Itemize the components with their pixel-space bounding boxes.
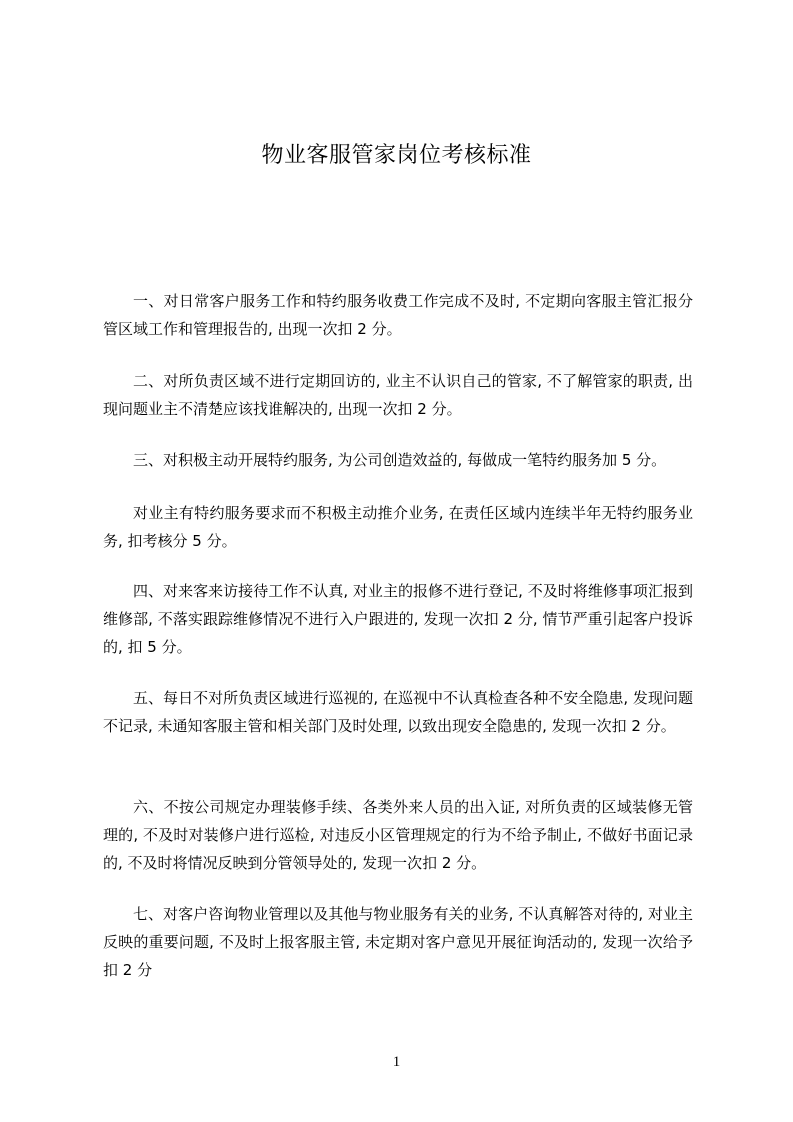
page-number: 1	[392, 1054, 401, 1070]
paragraph-8: 七、对客户咨询物业管理以及其他与物业服务有关的业务, 不认真解答对待的, 对业主反映的重要问题, 不及时上报客服主管, 未定期对客户意见开展征询活动的, 发现一次给予扣 2 分	[103, 905, 693, 979]
paragraph-5: 四、对来客来访接待工作不认真, 对业主的报修不进行登记, 不及时将维修事项汇报到维修部, 不落实跟踪维修情况不进行入户跟进的, 发现一次扣 2 分, 情节严重引起客户投诉的, 扣 5 分。	[103, 582, 693, 656]
paragraph-7: 六、不按公司规定办理装修手续、各类外来人员的出入证, 对所负责的区域装修无管理的, 不及时对装修户进行巡检, 对违反小区管理规定的行为不给予制止, 不做好书面记录的, 不及时将情况反映到分管领导处的, 发现一次扣 2 分。	[103, 798, 693, 872]
paragraph-2: 二、对所负责区域不进行定期回访的, 业主不认识自己的管家, 不了解管家的职责, 出现问题业主不清楚应该找谁解决的, 出现一次扣 2 分。	[103, 372, 693, 418]
paragraph-4: 对业主有特约服务要求而不积极主动推介业务, 在责任区域内连续半年无特约服务业务, 扣考核分 5 分。	[103, 504, 693, 550]
paragraph-1: 一、对日常客户服务工作和特约服务收费工作完成不及时, 不定期向客服主管汇报分管区域工作和管理报告的, 出现一次扣 2 分。	[103, 292, 693, 338]
document-title: 物业客服管家岗位考核标准	[261, 143, 532, 168]
paragraph-6: 五、每日不对所负责区域进行巡视的, 在巡视中不认真检查各种不安全隐患, 发现问题不记录, 未通知客服主管和相关部门及时处理, 以致出现安全隐患的, 发现一次扣 2 分。	[103, 689, 693, 735]
paragraph-3: 三、对积极主动开展特约服务, 为公司创造效益的, 每做成一笔特约服务加 5 分。	[133, 451, 667, 469]
